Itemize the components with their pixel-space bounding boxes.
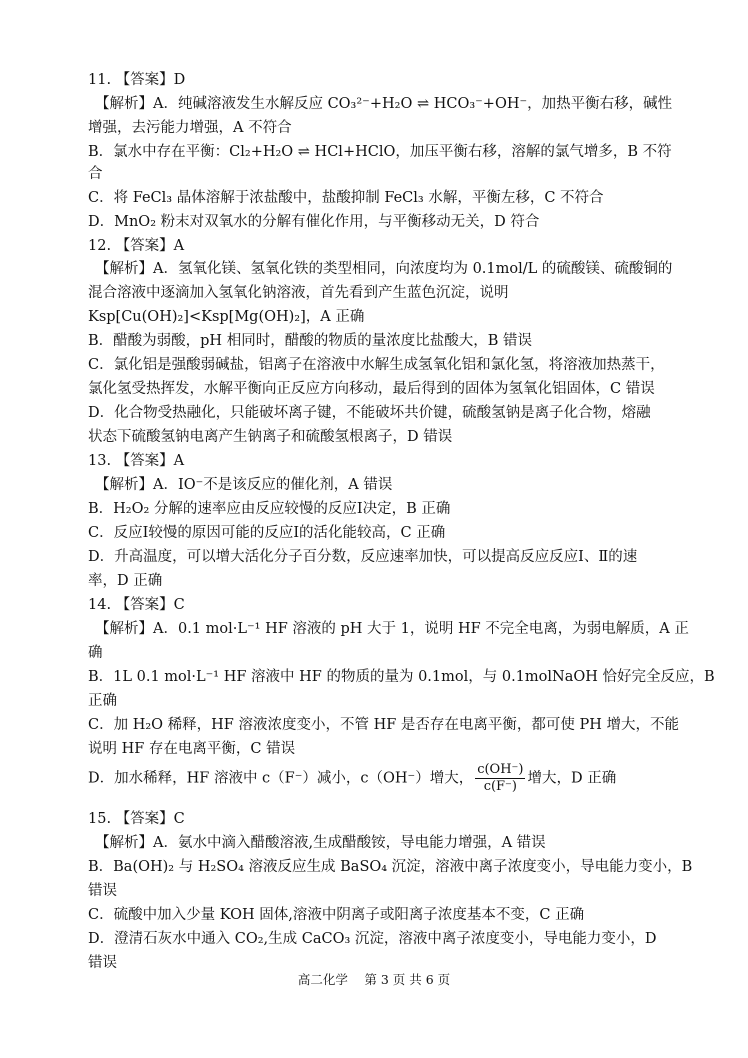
q12-option-c: C．氯化铝是强酸弱碱盐，铝离子在溶液中水解生成氢氧化铝和氯化氢，将溶液加热蒸干， — [88, 357, 665, 373]
q15-option-b-cont: 错误 — [88, 883, 117, 899]
q14-answer: 14. 【答案】C — [88, 597, 185, 613]
q11-option-c: C．将 FeCl₃ 晶体溶解于浓盐酸中，盐酸抑制 FeCl₃ 水解，平衡左移，C 不符合 — [88, 190, 604, 206]
q13-option-d-cont: 率，D 正确 — [88, 573, 163, 589]
q14-analysis-a-cont: 确 — [88, 645, 103, 661]
q15-option-c: C．硫酸中加入少量 KOH 固体,溶液中阴离子或阳离子浓度基本不变，C 正确 — [88, 907, 585, 923]
q15-option-b: B．Ba(OH)₂ 与 H₂SO₄ 溶液反应生成 BaSO₄ 沉淀，溶液中离子浓度变小，导电能力变小，B — [88, 859, 693, 875]
q12-option-b: B．醋酸为弱酸，pH 相同时，醋酸的物质的量浓度比盐酸大，B 错误 — [88, 333, 532, 349]
q13-option-b: B．H₂O₂ 分解的速率应由反应较慢的反应Ⅰ决定，B 正确 — [88, 501, 451, 517]
q15-option-d-cont: 错误 — [88, 955, 117, 971]
q12-option-d: D．化合物受热融化，只能破坏离子键，不能破坏共价键，硫酸氢钠是离子化合物，熔融 — [88, 405, 651, 421]
q14-fraction-numerator: c(OH⁻) — [477, 762, 524, 777]
q13-analysis-a: 【解析】A．IO⁻不是该反应的催化剂，A 错误 — [95, 477, 393, 493]
q13-option-d: D．升高温度，可以增大活化分子百分数，反应速率加快，可以提高反应反应Ⅰ、Ⅱ的速 — [88, 549, 638, 565]
q12-analysis-a: 【解析】A．氢氧化镁、氢氧化铁的类型相同，向浓度均为 0.1mol/L 的硫酸镁、硫酸铜的 — [95, 261, 673, 277]
q12-analysis-a-cont: 混合溶液中逐滴加入氢氧化钠溶液，首先看到产生蓝色沉淀，说明 — [88, 285, 509, 301]
q14-fraction-denominator: c(F⁻) — [483, 779, 517, 794]
q15-answer: 15. 【答案】C — [88, 811, 185, 827]
q11-analysis-a: 【解析】A．纯碱溶液发生水解反应 CO₃²⁻+H₂O ⇌ HCO₃⁻+OH⁻，加热平衡右移，碱性 — [95, 96, 673, 112]
q14-option-c: C．加 H₂O 稀释，HF 溶液浓度变小，不管 HF 是否存在电离平衡，都可使 PH 增大，不能 — [88, 717, 680, 733]
q12-analysis-a-cont2: Ksp[Cu(OH)₂]<Ksp[Mg(OH)₂]，A 正确 — [88, 309, 365, 325]
q14-option-b: B．1L 0.1 mol·L⁻¹ HF 溶液中 HF 的物质的量为 0.1mol，与 0.1molNaOH 恰好完全反应，B — [88, 669, 715, 685]
q14-option-b-cont: 正确 — [88, 693, 117, 709]
q11-option-b-cont: 合 — [88, 166, 103, 182]
q12-option-c-cont: 氯化氢受热挥发，水解平衡向正反应方向移动，最后得到的固体为氢氧化铝固体，C 错误 — [88, 381, 655, 397]
q15-analysis-a: 【解析】A．氨水中滴入醋酸溶液,生成醋酸铵，导电能力增强，A 错误 — [95, 835, 546, 851]
q11-answer: 11. 【答案】D — [88, 72, 186, 88]
page-footer: 高二化学 第 3 页 共 6 页 — [297, 972, 451, 987]
q15-option-d: D．澄清石灰水中通入 CO₂,生成 CaCO₃ 沉淀，溶液中离子浓度变小，导电能力变小，D — [88, 931, 657, 947]
q14-fraction — [475, 762, 525, 795]
q14-analysis-a: 【解析】A．0.1 mol·L⁻¹ HF 溶液的 pH 大于 1，说明 HF 不完全电离，为弱电解质，A 正 — [95, 621, 689, 637]
q13-option-c: C．反应Ⅰ较慢的原因可能的反应Ⅰ的活化能较高，C 正确 — [88, 525, 446, 541]
q14-option-d — [88, 762, 616, 795]
q11-option-d: D．MnO₂ 粉末对双氧水的分解有催化作用，与平衡移动无关，D 符合 — [88, 214, 540, 230]
q13-answer: 13. 【答案】A — [88, 453, 185, 469]
q11-analysis-a-cont: 增强，去污能力增强，A 不符合 — [88, 120, 292, 136]
q14-option-d-suffix: 增大，D 正确 — [527, 770, 617, 787]
q14-option-d-prefix: D．加水稀释，HF 溶液中 c（F⁻）减小，c（OH⁻）增大， — [88, 770, 474, 787]
q14-option-c-cont: 说明 HF 存在电离平衡，C 错误 — [88, 741, 296, 757]
q12-answer: 12. 【答案】A — [88, 238, 185, 254]
q12-option-d-cont: 状态下硫酸氢钠电离产生钠离子和硫酸氢根离子，D 错误 — [88, 429, 453, 445]
q11-option-b: B．氯水中存在平衡：Cl₂+H₂O ⇌ HCl+HClO，加压平衡右移，溶解的氯气增多，B 不符 — [88, 144, 672, 160]
